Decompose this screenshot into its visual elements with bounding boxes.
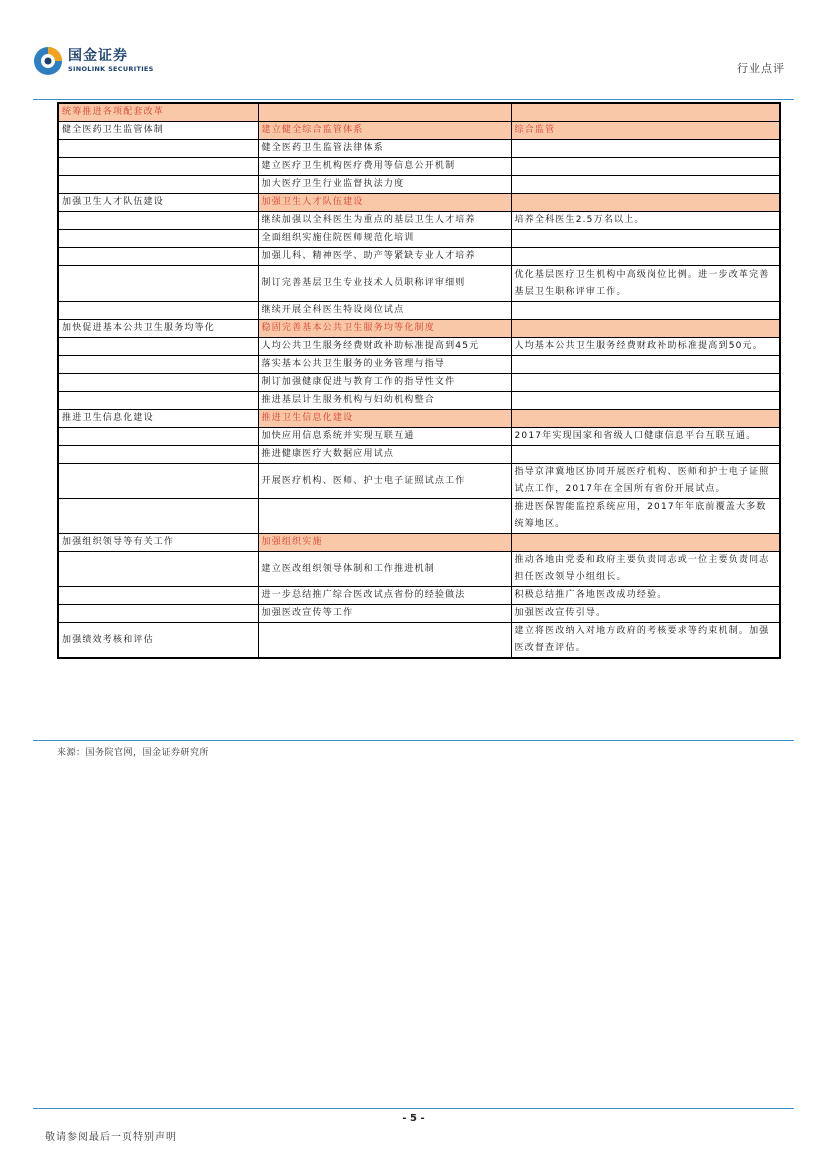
table-row — [58, 428, 780, 446]
task-cell: 加强儿科、精神医学、助产等紧缺专业人才培养 — [258, 248, 511, 266]
category-cell — [58, 176, 258, 194]
table-row — [58, 140, 780, 158]
table-row — [58, 410, 780, 428]
table-row — [58, 176, 780, 194]
target-cell — [511, 248, 780, 266]
target-cell — [511, 230, 780, 248]
table-row — [58, 605, 780, 623]
target-cell: 建立将医改纳入对地方政府的考核要求等约束机制。加强医改督查评估。 — [511, 623, 780, 659]
task-cell: 建立健全综合监管体系 — [258, 122, 511, 140]
category-cell — [58, 302, 258, 320]
table-row — [58, 392, 780, 410]
category-cell — [58, 464, 258, 499]
report-type: 行业点评 — [737, 62, 785, 75]
category-cell — [58, 374, 258, 392]
table-row — [58, 534, 780, 552]
target-cell: 优化基层医疗卫生机构中高级岗位比例。进一步改革完善基层卫生职称评审工作。 — [511, 266, 780, 302]
task-cell: 继续加强以全科医生为重点的基层卫生人才培养 — [258, 212, 511, 230]
table-row — [58, 552, 780, 587]
table-row — [58, 446, 780, 464]
category-cell — [58, 338, 258, 356]
table-row — [58, 320, 780, 338]
task-cell: 推进卫生信息化建设 — [258, 410, 511, 428]
task-cell: 加强组织实施 — [258, 534, 511, 552]
category-cell — [58, 605, 258, 623]
category-cell — [58, 356, 258, 374]
section-title-blank — [258, 103, 511, 122]
target-cell — [511, 356, 780, 374]
task-cell: 继续开展全科医生特设岗位试点 — [258, 302, 511, 320]
category-cell: 加强卫生人才队伍建设 — [58, 194, 258, 212]
table-row — [58, 623, 780, 659]
task-cell: 稳固完善基本公共卫生服务均等化制度 — [258, 320, 511, 338]
company-name-en: SINOLINK SECURITIES — [68, 65, 154, 74]
task-cell — [258, 623, 511, 659]
table-row — [58, 499, 780, 534]
task-cell: 加大医疗卫生行业监督执法力度 — [258, 176, 511, 194]
target-cell — [511, 176, 780, 194]
category-cell — [58, 587, 258, 605]
target-cell: 综合监管 — [511, 122, 780, 140]
table-row — [58, 248, 780, 266]
task-cell: 制订完善基层卫生专业技术人员职称评审细则 — [258, 266, 511, 302]
target-cell: 2017年实现国家和省级人口健康信息平台互联互通。 — [511, 428, 780, 446]
task-cell: 全面组织实施住院医师规范化培训 — [258, 230, 511, 248]
category-cell — [58, 158, 258, 176]
category-cell — [58, 392, 258, 410]
category-cell: 加强绩效考核和评估 — [58, 623, 258, 659]
task-cell — [258, 499, 511, 534]
disclaimer: 敬请参阅最后一页特别声明 — [45, 1132, 177, 1143]
task-cell: 人均公共卫生服务经费财政补助标准提高到45元 — [258, 338, 511, 356]
table-row — [58, 338, 780, 356]
target-cell — [511, 534, 780, 552]
task-cell: 建立医改组织领导体制和工作推进机制 — [258, 552, 511, 587]
task-cell: 进一步总结推广综合医改试点省份的经验做法 — [258, 587, 511, 605]
category-cell — [58, 552, 258, 587]
target-cell: 推动各地由党委和政府主要负责同志或一位主要负责同志担任医改领导小组组长。 — [511, 552, 780, 587]
category-cell — [58, 499, 258, 534]
target-cell — [511, 374, 780, 392]
target-cell: 培养全科医生2.5万名以上。 — [511, 212, 780, 230]
footer-rule — [33, 1108, 794, 1109]
task-cell: 制订加强健康促进与教育工作的指导性文件 — [258, 374, 511, 392]
target-cell — [511, 140, 780, 158]
category-cell — [58, 230, 258, 248]
target-cell — [511, 320, 780, 338]
reform-table — [57, 102, 781, 659]
table-row — [58, 302, 780, 320]
task-cell: 建立医疗卫生机构医疗费用等信息公开机制 — [258, 158, 511, 176]
target-cell — [511, 446, 780, 464]
target-cell — [511, 392, 780, 410]
category-cell: 推进卫生信息化建设 — [58, 410, 258, 428]
target-cell: 加强医改宣传引导。 — [511, 605, 780, 623]
target-cell — [511, 410, 780, 428]
table-row — [58, 212, 780, 230]
page-number: - 5 - — [402, 1113, 425, 1124]
table-bottom-rule — [33, 740, 794, 741]
table-row — [58, 464, 780, 499]
category-cell — [58, 140, 258, 158]
task-cell: 推进健康医疗大数据应用试点 — [258, 446, 511, 464]
table-row — [58, 374, 780, 392]
category-cell: 健全医药卫生监管体制 — [58, 122, 258, 140]
header-rule — [33, 99, 794, 100]
target-cell — [511, 302, 780, 320]
category-cell — [58, 248, 258, 266]
category-cell — [58, 446, 258, 464]
target-cell: 推进医保智能监控系统应用，2017年年底前覆盖大多数统筹地区。 — [511, 499, 780, 534]
company-name-cn: 国金证券 — [68, 48, 128, 65]
category-cell — [58, 212, 258, 230]
task-cell: 加强医改宣传等工作 — [258, 605, 511, 623]
task-cell: 推进基层计生服务机构与妇幼机构整合 — [258, 392, 511, 410]
category-cell — [58, 428, 258, 446]
table-row — [58, 158, 780, 176]
table-row — [58, 122, 780, 140]
table-row — [58, 356, 780, 374]
target-cell: 指导京津冀地区协同开展医疗机构、医师和护士电子证照试点工作，2017年在全国所有省份开展试点。 — [511, 464, 780, 499]
category-cell — [58, 266, 258, 302]
section-title: 统筹推进各项配套改革 — [58, 103, 258, 122]
target-cell — [511, 158, 780, 176]
table-row — [58, 266, 780, 302]
task-cell: 落实基本公共卫生服务的业务管理与指导 — [258, 356, 511, 374]
source-note: 来源：国务院官网，国金证券研究所 — [57, 748, 210, 758]
category-cell: 加强组织领导等有关工作 — [58, 534, 258, 552]
task-cell: 加强卫生人才队伍建设 — [258, 194, 511, 212]
logo-icon — [33, 46, 63, 76]
task-cell: 加快应用信息系统并实现互联互通 — [258, 428, 511, 446]
target-cell: 人均基本公共卫生服务经费财政补助标准提高到50元。 — [511, 338, 780, 356]
section-header-row — [58, 103, 780, 122]
target-cell: 积极总结推广各地医改成功经验。 — [511, 587, 780, 605]
target-cell — [511, 194, 780, 212]
table-row — [58, 230, 780, 248]
table-row — [58, 194, 780, 212]
section-title-blank — [511, 103, 780, 122]
company-logo — [33, 46, 154, 76]
task-cell: 健全医药卫生监管法律体系 — [258, 140, 511, 158]
table-row — [58, 587, 780, 605]
category-cell: 加快促进基本公共卫生服务均等化 — [58, 320, 258, 338]
task-cell: 开展医疗机构、医师、护士电子证照试点工作 — [258, 464, 511, 499]
